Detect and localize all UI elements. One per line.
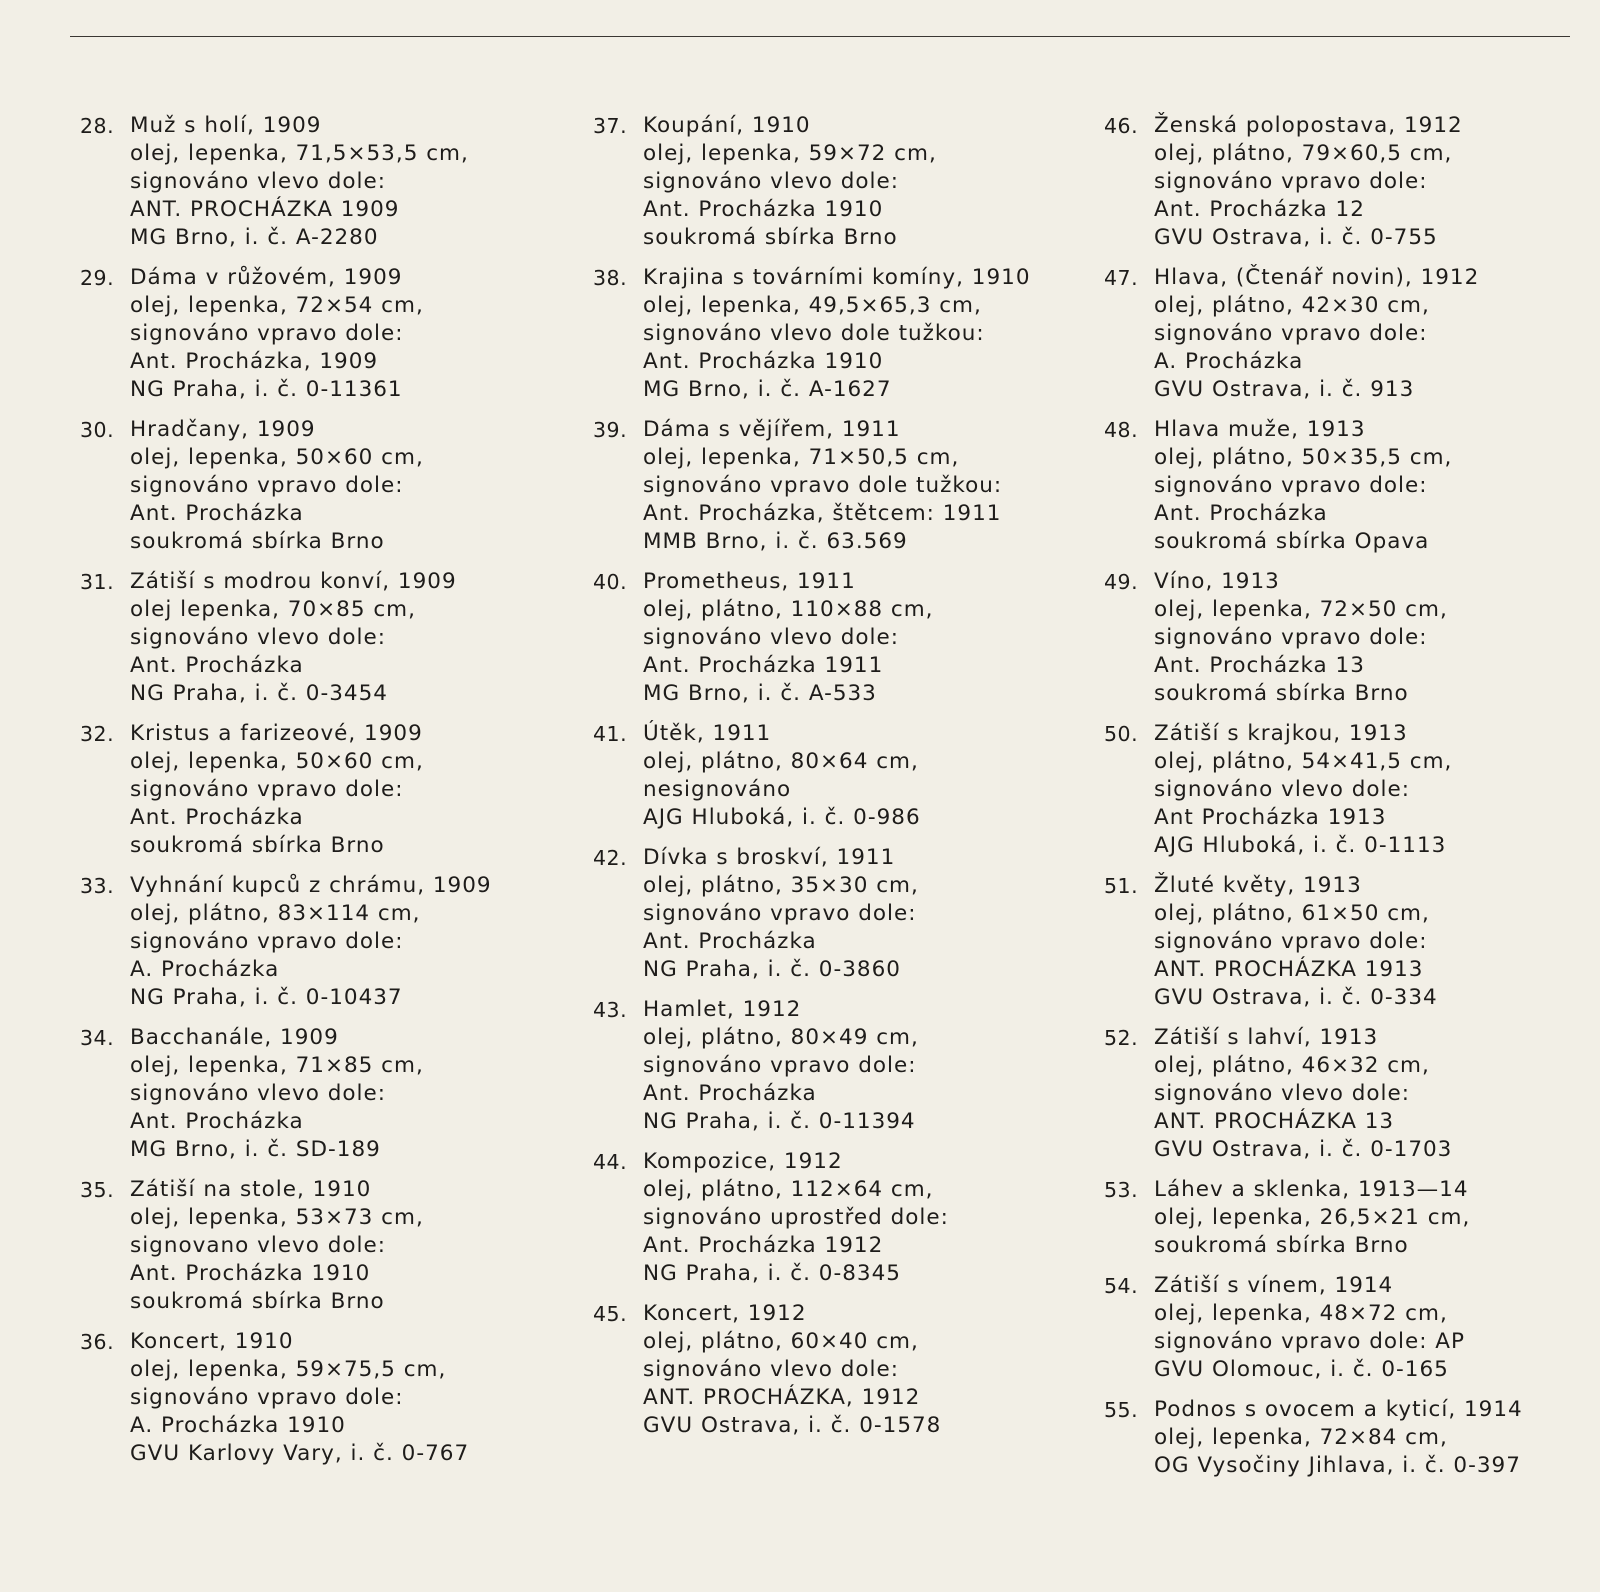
entry-detail: olej, lepenka, 71×50,5 cm,: [643, 445, 960, 470]
entry-detail: Ant. Procházka: [643, 929, 817, 954]
entry-detail: soukromá sbírka Opava: [1154, 529, 1430, 554]
entry-title: Dáma v růžovém, 1909: [130, 265, 403, 290]
entry-number: 45.: [593, 1302, 628, 1326]
entry-title: Koncert, 1912: [643, 1301, 807, 1326]
entry-detail: A. Procházka 1910: [130, 1413, 346, 1438]
catalog-entry: [80, 872, 550, 1012]
entry-number: 48.: [1104, 418, 1139, 442]
entry-number: 51.: [1104, 874, 1139, 898]
entry-detail: signováno vlevo dole:: [643, 1357, 899, 1382]
catalog-entry: [593, 112, 1063, 252]
catalog-entry: [1104, 1024, 1574, 1164]
entry-number: 30.: [80, 418, 115, 442]
entry-detail: GVU Karlovy Vary, i. č. 0-767: [130, 1441, 470, 1466]
catalog-entry: [80, 568, 550, 708]
catalog-entry: [80, 112, 550, 252]
entry-title: Útěk, 1911: [643, 721, 772, 746]
entry-number: 47.: [1104, 266, 1139, 290]
catalog-entry: [1104, 264, 1574, 404]
entry-detail: AJG Hluboká, i. č. 0-986: [643, 805, 921, 830]
catalog-entry: [1104, 1176, 1574, 1260]
catalog-column-3: [1104, 112, 1574, 1492]
entry-detail: signováno vlevo dole:: [130, 625, 386, 650]
entry-detail: olej, lepenka, 49,5×65,3 cm,: [643, 293, 982, 318]
entry-title: Hradčany, 1909: [130, 417, 316, 442]
entry-detail: Ant. Procházka: [643, 1081, 817, 1106]
entry-number: 40.: [593, 570, 628, 594]
entry-title: Zátiší s krajkou, 1913: [1154, 721, 1408, 746]
catalog-entry: [80, 1176, 550, 1316]
entry-detail: signováno vpravo dole tužkou:: [643, 473, 1003, 498]
entry-detail: GVU Olomouc, i. č. 0-165: [1154, 1357, 1449, 1382]
entry-title: Krajina s továrními komíny, 1910: [643, 265, 1031, 290]
catalog-entry: [1104, 872, 1574, 1012]
entry-detail: olej, plátno, 42×30 cm,: [1154, 293, 1430, 318]
catalog-entry: [593, 1148, 1063, 1288]
entry-detail: olej, plátno, 80×49 cm,: [643, 1025, 919, 1050]
entry-detail: NG Praha, i. č. 0-10437: [130, 985, 403, 1010]
entry-number: 54.: [1104, 1274, 1139, 1298]
entry-detail: olej, lepenka, 26,5×21 cm,: [1154, 1205, 1471, 1230]
entry-detail: Ant. Procházka: [130, 1109, 304, 1134]
entry-detail: ANT. PROCHÁZKA 13: [1154, 1109, 1395, 1134]
entry-title: Žluté květy, 1913: [1154, 873, 1362, 898]
catalog-entry: [593, 720, 1063, 832]
entry-detail: signováno vpravo dole:: [1154, 321, 1428, 346]
entry-detail: olej, lepenka, 48×72 cm,: [1154, 1301, 1448, 1326]
entry-title: Podnos s ovocem a kyticí, 1914: [1154, 1397, 1523, 1422]
entry-detail: signováno vlevo dole:: [643, 625, 899, 650]
entry-detail: signováno vpravo dole:: [130, 321, 404, 346]
entry-detail: olej, lepenka, 50×60 cm,: [130, 445, 424, 470]
entry-number: 43.: [593, 998, 628, 1022]
entry-detail: Ant. Procházka 13: [1154, 653, 1365, 678]
entry-detail: GVU Ostrava, i. č. 0-755: [1154, 225, 1438, 250]
entry-detail: soukromá sbírka Brno: [1154, 1233, 1409, 1258]
entry-number: 32.: [80, 722, 115, 746]
entry-detail: ANT. PROCHÁZKA 1913: [1154, 957, 1424, 982]
entry-detail: MG Brno, i. č. A-2280: [130, 225, 379, 250]
entry-title: Kompozice, 1912: [643, 1149, 843, 1174]
entry-number: 46.: [1104, 114, 1139, 138]
entry-detail: Ant. Procházka: [130, 805, 304, 830]
entry-detail: Ant Procházka 1913: [1154, 805, 1387, 830]
entry-title: Koncert, 1910: [130, 1329, 294, 1354]
entry-detail: Ant. Procházka: [130, 501, 304, 526]
entry-detail: olej, plátno, 79×60,5 cm,: [1154, 141, 1453, 166]
entry-detail: signováno vpravo dole:: [643, 901, 917, 926]
entry-detail: Ant. Procházka 1912: [643, 1233, 884, 1258]
entry-number: 35.: [80, 1178, 115, 1202]
entry-number: 49.: [1104, 570, 1139, 594]
entry-title: Koupání, 1910: [643, 113, 811, 138]
entry-detail: A. Procházka: [1154, 349, 1304, 374]
entry-title: Hlava muže, 1913: [1154, 417, 1366, 442]
entry-detail: Ant. Procházka 1910: [643, 349, 884, 374]
entry-title: Dívka s broskví, 1911: [643, 845, 896, 870]
entry-detail: olej, lepenka, 59×72 cm,: [643, 141, 937, 166]
entry-title: Zátiší na stole, 1910: [130, 1177, 372, 1202]
entry-title: Bacchanále, 1909: [130, 1025, 339, 1050]
entry-detail: olej lepenka, 70×85 cm,: [130, 597, 416, 622]
entry-detail: ANT. PROCHÁZKA, 1912: [643, 1385, 921, 1410]
entry-detail: NG Praha, i. č. 0-3860: [643, 957, 901, 982]
entry-number: 39.: [593, 418, 628, 442]
entry-number: 29.: [80, 266, 115, 290]
entry-number: 31.: [80, 570, 115, 594]
entry-number: 41.: [593, 722, 628, 746]
catalog-entry: [1104, 1272, 1574, 1384]
entry-detail: signováno vlevo dole:: [1154, 777, 1410, 802]
entry-detail: Ant. Procházka 1910: [130, 1261, 371, 1286]
catalog-entry: [1104, 1396, 1574, 1480]
entry-detail: olej, lepenka, 53×73 cm,: [130, 1205, 424, 1230]
catalog-entry: [80, 264, 550, 404]
entry-title: Zátiší s modrou konví, 1909: [130, 569, 457, 594]
entry-detail: signováno vlevo dole:: [130, 1081, 386, 1106]
entry-detail: soukromá sbírka Brno: [643, 225, 898, 250]
entry-detail: ANT. PROCHÁZKA 1909: [130, 197, 400, 222]
entry-detail: olej, plátno, 50×35,5 cm,: [1154, 445, 1453, 470]
entry-detail: A. Procházka: [130, 957, 280, 982]
entry-detail: signovano vlevo dole:: [130, 1233, 386, 1258]
entry-title: Zátiší s lahví, 1913: [1154, 1025, 1379, 1050]
top-rule: [70, 36, 1570, 37]
entry-detail: olej, plátno, 54×41,5 cm,: [1154, 749, 1453, 774]
entry-detail: signováno uprostřed dole:: [643, 1205, 949, 1230]
entry-title: Zátiší s vínem, 1914: [1154, 1273, 1394, 1298]
entry-number: 42.: [593, 846, 628, 870]
catalog-entry: [593, 264, 1063, 404]
entry-detail: GVU Ostrava, i. č. 0-1703: [1154, 1137, 1453, 1162]
entry-number: 55.: [1104, 1398, 1139, 1422]
catalog-entry: [1104, 568, 1574, 708]
entry-detail: olej, lepenka, 72×50 cm,: [1154, 597, 1448, 622]
entry-number: 38.: [593, 266, 628, 290]
entry-number: 33.: [80, 874, 115, 898]
entry-title: Muž s holí, 1909: [130, 113, 322, 138]
entry-detail: olej, plátno, 61×50 cm,: [1154, 901, 1430, 926]
entry-title: Prometheus, 1911: [643, 569, 856, 594]
entry-number: 34.: [80, 1026, 115, 1050]
entry-detail: Ant. Procházka 1910: [643, 197, 884, 222]
entry-title: Hamlet, 1912: [643, 997, 802, 1022]
entry-number: 52.: [1104, 1026, 1139, 1050]
catalog-entry: [593, 996, 1063, 1136]
entry-number: 44.: [593, 1150, 628, 1174]
entry-detail: OG Vysočiny Jihlava, i. č. 0-397: [1154, 1453, 1521, 1478]
entry-detail: signováno vlevo dole:: [130, 169, 386, 194]
catalog-entry: [593, 568, 1063, 708]
entry-detail: NG Praha, i. č. 0-11361: [130, 377, 403, 402]
entry-detail: Ant. Procházka, štětcem: 1911: [643, 501, 1002, 526]
entry-detail: soukromá sbírka Brno: [1154, 681, 1409, 706]
catalog-column-1: [80, 112, 550, 1480]
entry-title: Ženská polopostava, 1912: [1154, 113, 1463, 138]
entry-detail: Ant. Procházka: [130, 653, 304, 678]
entry-number: 28.: [80, 114, 115, 138]
entry-detail: signováno vpravo dole:: [130, 473, 404, 498]
entry-number: 50.: [1104, 722, 1139, 746]
entry-detail: MG Brno, i. č. A-1627: [643, 377, 892, 402]
entry-number: 37.: [593, 114, 628, 138]
entry-title: Vyhnání kupců z chrámu, 1909: [130, 873, 492, 898]
entry-title: Láhev a sklenka, 1913—14: [1154, 1177, 1469, 1202]
entry-detail: signováno vpravo dole:: [1154, 625, 1428, 650]
entry-detail: MMB Brno, i. č. 63.569: [643, 529, 908, 554]
catalog-entry: [593, 1300, 1063, 1440]
entry-detail: signováno vlevo dole:: [1154, 1081, 1410, 1106]
entry-detail: olej, lepenka, 72×54 cm,: [130, 293, 424, 318]
entry-detail: GVU Ostrava, i. č. 913: [1154, 377, 1415, 402]
entry-number: 36.: [80, 1330, 115, 1354]
entry-detail: olej, plátno, 35×30 cm,: [643, 873, 919, 898]
entry-detail: nesignováno: [643, 777, 792, 802]
entry-title: Hlava, (Čtenář novin), 1912: [1154, 265, 1480, 290]
entry-title: Víno, 1913: [1154, 569, 1280, 594]
entry-title: Dáma s vějířem, 1911: [643, 417, 901, 442]
catalog-entry: [593, 416, 1063, 556]
entry-detail: signováno vpravo dole:: [130, 1385, 404, 1410]
entry-detail: olej, plátno, 83×114 cm,: [130, 901, 421, 926]
entry-detail: soukromá sbírka Brno: [130, 833, 385, 858]
catalog-entry: [80, 416, 550, 556]
catalog-entry: [80, 1024, 550, 1164]
entry-detail: signováno vpravo dole:: [130, 929, 404, 954]
entry-detail: olej, lepenka, 71×85 cm,: [130, 1053, 424, 1078]
entry-detail: Ant. Procházka, 1909: [130, 349, 379, 374]
entry-detail: Ant. Procházka 1911: [643, 653, 884, 678]
entry-detail: GVU Ostrava, i. č. 0-1578: [643, 1413, 942, 1438]
entry-detail: signováno vlevo dole:: [643, 169, 899, 194]
entry-detail: soukromá sbírka Brno: [130, 529, 385, 554]
entry-detail: signováno vpravo dole:: [130, 777, 404, 802]
entry-detail: GVU Ostrava, i. č. 0-334: [1154, 985, 1438, 1010]
entry-detail: signováno vpravo dole:: [1154, 169, 1428, 194]
entry-number: 53.: [1104, 1178, 1139, 1202]
entry-detail: signováno vpravo dole:: [643, 1053, 917, 1078]
entry-detail: NG Praha, i. č. 0-8345: [643, 1261, 901, 1286]
entry-detail: olej, plátno, 60×40 cm,: [643, 1329, 919, 1354]
entry-detail: AJG Hluboká, i. č. 0-1113: [1154, 833, 1447, 858]
entry-detail: olej, plátno, 112×64 cm,: [643, 1177, 934, 1202]
catalog-entry: [1104, 720, 1574, 860]
catalog-entry: [80, 720, 550, 860]
entry-detail: Ant. Procházka: [1154, 501, 1328, 526]
entry-detail: olej, plátno, 80×64 cm,: [643, 749, 919, 774]
catalog-entry: [593, 844, 1063, 984]
entry-title: Kristus a farizeové, 1909: [130, 721, 423, 746]
entry-detail: olej, lepenka, 71,5×53,5 cm,: [130, 141, 469, 166]
entry-detail: NG Praha, i. č. 0-11394: [643, 1109, 916, 1134]
entry-detail: soukromá sbírka Brno: [130, 1289, 385, 1314]
entry-detail: olej, lepenka, 59×75,5 cm,: [130, 1357, 447, 1382]
entry-detail: signováno vlevo dole tužkou:: [643, 321, 985, 346]
entry-detail: Ant. Procházka 12: [1154, 197, 1365, 222]
entry-detail: olej, lepenka, 72×84 cm,: [1154, 1425, 1448, 1450]
entry-detail: signováno vpravo dole: AP: [1154, 1329, 1465, 1354]
entry-detail: signováno vpravo dole:: [1154, 473, 1428, 498]
catalog-entry: [80, 1328, 550, 1468]
entry-detail: olej, lepenka, 50×60 cm,: [130, 749, 424, 774]
catalog-entry: [1104, 112, 1574, 252]
catalog-entry: [1104, 416, 1574, 556]
entry-detail: signováno vpravo dole:: [1154, 929, 1428, 954]
entry-detail: MG Brno, i. č. A-533: [643, 681, 877, 706]
entry-detail: olej, plátno, 110×88 cm,: [643, 597, 934, 622]
entry-detail: NG Praha, i. č. 0-3454: [130, 681, 388, 706]
catalog-column-2: [593, 112, 1063, 1452]
entry-detail: MG Brno, i. č. SD-189: [130, 1137, 381, 1162]
entry-detail: olej, plátno, 46×32 cm,: [1154, 1053, 1430, 1078]
